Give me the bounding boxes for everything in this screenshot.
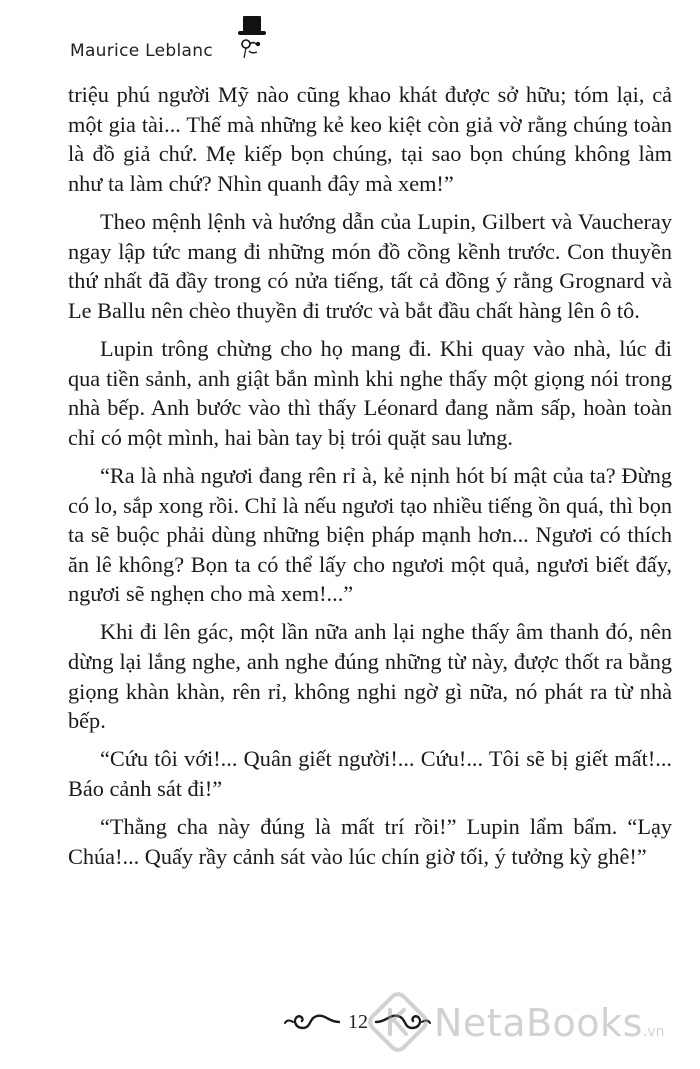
watermark	[366, 988, 696, 1060]
paragraph: “Thằng cha này đúng là mất trí rồi!” Lupin lẩm bẩm. “Lạy Chúa!... Quấy rầy cảnh sát vào lúc chín giờ tối, ý tưởng kỳ ghê!”	[68, 814, 672, 869]
watermark-text	[434, 1001, 664, 1054]
paragraph: “Ra là nhà ngươi đang rên rỉ à, kẻ nịnh hót bí mật của ta? Đừng có lo, sắp xong rồi. Chỉ là nếu ngươi tạo nhiều tiếng ồn quá, thì bọn ta sẽ buộc phải dùng những biện pháp mạnh hơn... Ngươi có thích ăn lê không? Bọn ta có thể lấy cho ngươi một quả, ngươi biết đấy, ngươi sẽ nghẹn cho mà xem!...”	[68, 462, 672, 607]
netabooks-logo-icon	[366, 990, 430, 1054]
page-header	[70, 14, 670, 76]
author-name: Maurice Leblanc	[70, 41, 213, 61]
scroll-flourish-icon	[283, 1010, 341, 1034]
watermark-brand: NetaBooks	[434, 1001, 643, 1045]
page-number: 12	[348, 1011, 368, 1033]
paragraph: triệu phú người Mỹ nào cũng khao khát được sở hữu; tóm lại, cả một gia tài... Thế mà những kẻ keo kiệt còn giả vờ rằng chúng toàn là đồ giả chứ. Mẹ kiếp bọn chúng, tại sao bọn chúng không làm như ta làm chứ? Nhìn quanh đây mà xem!”	[68, 82, 672, 196]
page-body	[68, 80, 672, 880]
top-hat-monocle-icon	[232, 14, 272, 60]
paragraph: Lupin trông chừng cho họ mang đi. Khi quay vào nhà, lúc đi qua tiền sảnh, anh giật bắn mình khi nghe thấy một giọng nói trong nhà bếp. Anh bước vào thì thấy Léonard đang nằm sấp, hoàn toàn chỉ có một mình, hai bàn tay bị trói quặt sau lưng.	[68, 335, 672, 450]
paragraph: Khi đi lên gác, một lần nữa anh lại nghe thấy âm thanh đó, nên dừng lại lắng nghe, anh nghe đúng những từ này, được thốt ra bằng giọng khàn khàn, rên rỉ, không nghi ngờ gì nữa, nó phát ra từ nhà bếp.	[68, 619, 672, 734]
watermark-suffix: .vn	[642, 1024, 665, 1040]
paragraph: “Cứu tôi với!... Quân giết người!... Cứu!... Tôi sẽ bị giết mất!... Báo cảnh sát đi!”	[68, 746, 672, 802]
paragraph: Theo mệnh lệnh và hướng dẫn của Lupin, Gilbert và Vaucheray ngay lập tức mang đi những món đồ cồng kềnh trước. Con thuyền thứ nhất đã đầy trong có nửa tiếng, tất cả đồng ý rằng Grognard và Le Ballu nên chèo thuyền đi trước và bắt đầu chất hàng lên ô tô.	[68, 208, 672, 323]
